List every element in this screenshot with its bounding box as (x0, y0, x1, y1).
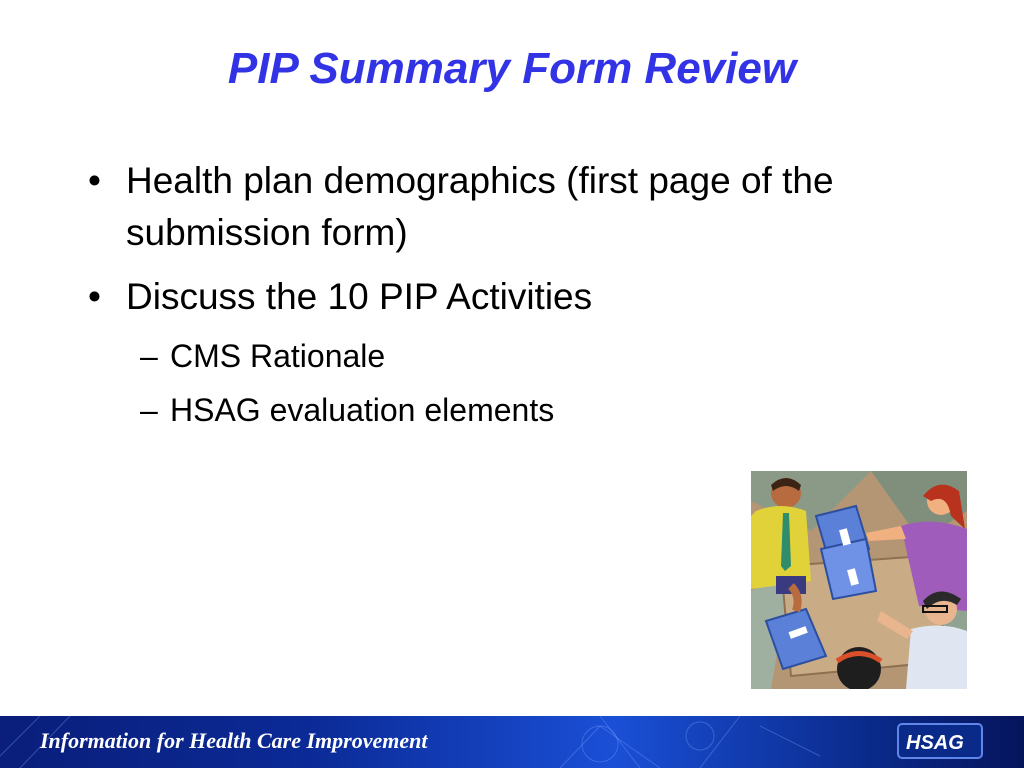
slide-title: PIP Summary Form Review (227, 44, 797, 93)
bullet-marker: • (88, 276, 101, 317)
bullet-text: Health plan demographics (first page of the submission form) (126, 160, 834, 253)
bullet-text: Discuss the 10 PIP Activities (126, 276, 593, 317)
bullet-marker: • (88, 160, 101, 201)
sub-bullet-item (88, 389, 948, 431)
sub-bullet-item (88, 335, 948, 377)
sub-bullet-marker: – (140, 392, 158, 428)
sub-bullet-marker: – (140, 338, 158, 374)
sub-bullet-text: HSAG evaluation elements (170, 392, 555, 428)
footer-tagline: Information for Health Care Improvement (40, 728, 428, 753)
footer-banner (0, 716, 1024, 768)
bullet-list (88, 155, 948, 443)
sub-bullet-text: CMS Rationale (170, 338, 386, 374)
hsag-logo-icon: HSAG (906, 732, 964, 754)
bullet-item (88, 271, 948, 323)
business-meeting-clipart-icon (751, 471, 967, 689)
bullet-item (88, 155, 948, 259)
